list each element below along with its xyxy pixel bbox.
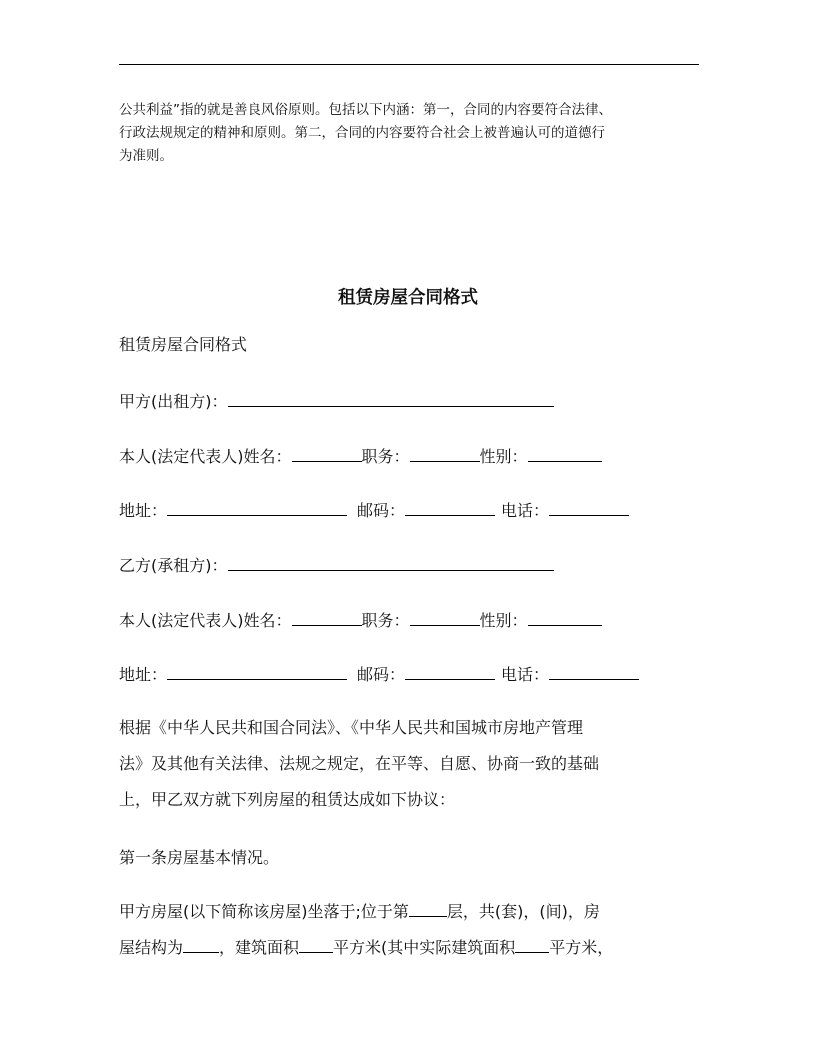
rep-name-label: 本人(法定代表人)姓名： [119,611,292,630]
position-blank [410,445,480,462]
gender-blank [528,609,602,626]
preamble-paragraph [119,710,709,818]
article1-text: ，建筑面积 [219,938,300,957]
intro-line: 行政法规规定的精神和原则。第二，合同的内容要符合社会上被普遍认可的道德行 [119,125,605,141]
party-b-row [119,554,554,576]
subtitle: 租赁房屋合同格式 [119,335,248,354]
party-b-name-blank [228,554,554,571]
address-blank [167,663,347,680]
zip-blank [405,663,495,680]
preamble-line: 法》及其他有关法律、法规之规定，在平等、自愿、协商一致的基础 [119,754,600,773]
article1-paragraph [119,894,709,966]
article1-line [119,930,709,966]
article1-text: 屋结构为 [119,938,184,957]
structure-blank [183,936,219,953]
gender-label: 性别： [479,447,528,466]
document-title: 租赁房屋合同格式 [338,288,478,308]
party-a-name-blank [228,390,554,407]
position-label: 职务： [361,447,410,466]
party-a-row [119,390,554,412]
address-label: 地址： [119,665,168,684]
intro-line: 为准则。 [119,148,173,164]
article1-heading: 第一条房屋基本情况。 [119,848,280,867]
article1-text: 层，共(套)，(间)，房 [446,902,600,921]
zip-blank [405,499,495,516]
intro-line: 公共利益”指的就是善良风俗原则。包括以下内涵：第一，合同的内容要符合法律、 [119,102,612,118]
rep-name-blank [292,609,362,626]
zip-label: 邮码： [357,501,406,520]
address-label: 地址： [119,501,168,520]
floor-blank [409,900,447,917]
zip-label: 邮码： [357,665,406,684]
phone-label: 电话： [501,665,550,684]
phone-blank [549,499,629,516]
party-a-rep-row [119,445,602,467]
position-label: 职务： [361,611,410,630]
article1-text: 平方米(其中实际建筑面积 [333,938,516,957]
gender-blank [528,445,602,462]
article1-text: 平方米， [549,938,614,957]
phone-blank [549,663,639,680]
party-b-address-row [119,663,639,685]
preamble-line: 上，甲乙双方就下列房屋的租赁达成如下协议： [119,790,456,809]
intro-paragraph [119,99,709,168]
article1-line [119,894,709,930]
position-blank [410,609,480,626]
gender-label: 性别： [479,611,528,630]
header-rule [119,64,699,65]
preamble-line: 根据《中华人民共和国合同法》、《中华人民共和国城市房地产管理 [119,718,584,737]
address-blank [167,499,347,516]
party-a-address-row [119,499,629,521]
phone-label: 电话： [501,501,550,520]
rep-name-label: 本人(法定代表人)姓名： [119,447,292,466]
party-a-label: 甲方(出租方)： [119,392,228,411]
party-b-rep-row [119,609,602,631]
party-b-label: 乙方(承租方)： [119,556,228,575]
rep-name-blank [292,445,362,462]
article1-text: 甲方房屋(以下简称该房屋)坐落于;位于第 [119,902,409,921]
actual-area-blank [515,936,549,953]
area-blank [299,936,333,953]
